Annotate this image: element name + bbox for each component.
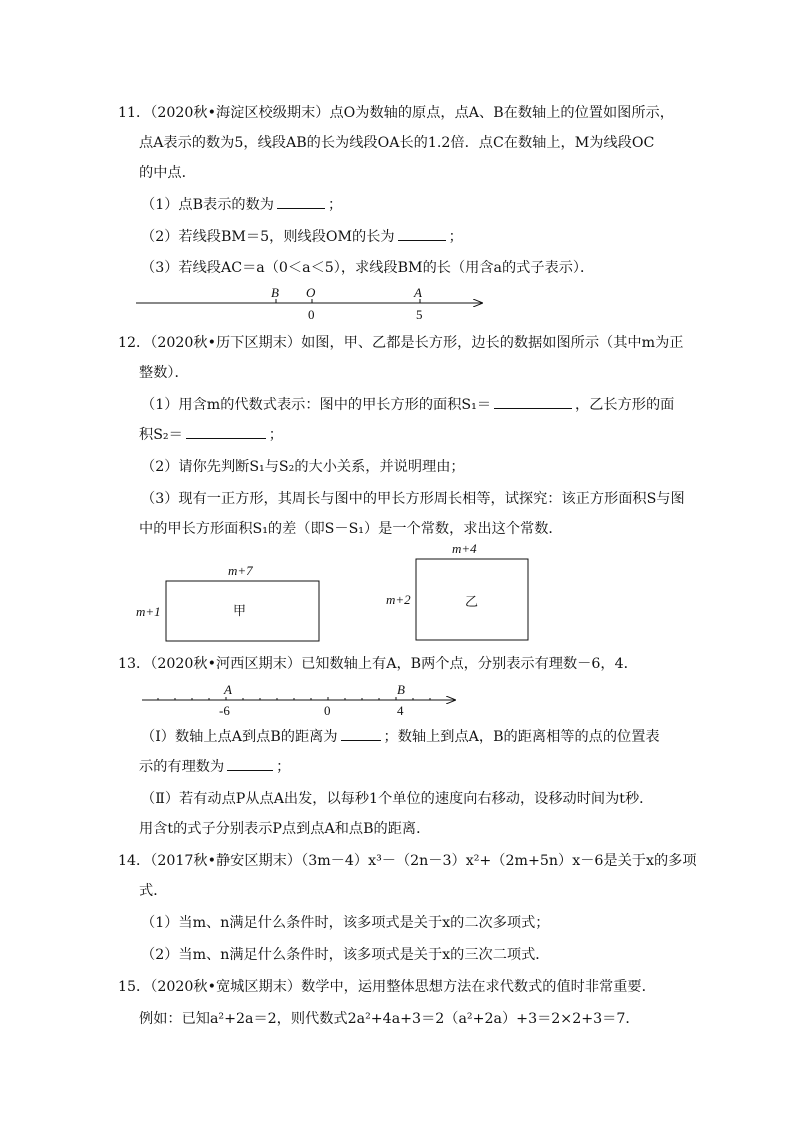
q13-part1: [141, 727, 660, 747]
q12-part2: （2）请你先判断S₁与S₂的大小关系，并说明理由；: [141, 459, 465, 475]
answer-blank[interactable]: [186, 425, 266, 439]
q15-header: 15．（2020秋•宽城区期末）数学中，运用整体思想方法在求代数式的值时非常重要．: [118, 979, 656, 995]
q12-part1-line2: [139, 425, 283, 445]
q11-line2: 点A表示的数为5，线段AB的长为线段OA长的1.2倍．点C在数轴上，M为线段OC: [139, 135, 655, 151]
q12-part1-cont: ，乙长方形的面: [575, 397, 675, 413]
label-o: O: [306, 285, 316, 300]
q13-header: 13．（2020秋•河西区期末）已知数轴上有A，B两个点，分别表示有理数－6，4．: [118, 656, 638, 672]
label-a: A: [224, 682, 232, 697]
q12-part3: （3）现有一正方形，其周长与图中的甲长方形周长相等，试探究：该正方形面积S与图: [141, 491, 685, 507]
q11-header: 11．（2020秋•海淀区校级期末）点O为数轴的原点，点A、B在数轴上的位置如图所示，: [118, 105, 674, 121]
answer-blank[interactable]: [494, 395, 572, 409]
q14-part2: （2）当m、n满足什么条件时，该多项式是关于x的三次二项式．: [141, 947, 550, 963]
q11-number-line: [136, 285, 482, 322]
q12-rect-jia-figure: [136, 563, 319, 641]
answer-blank[interactable]: [341, 727, 381, 741]
rect-yi-label: 乙: [465, 594, 479, 609]
tick-label-neg6: -6: [219, 703, 230, 718]
rect-jia-width: m+7: [228, 563, 253, 578]
q14-part1: （1）当m、n满足什么条件时，该多项式是关于x的二次多项式；: [141, 915, 550, 931]
q11-part3: （3）若线段AC＝a（0＜a＜5），求线段BM的长（用含a的式子表示）．: [141, 260, 595, 276]
label-b: B: [271, 285, 279, 300]
q15-line2: 例如：已知a²+2a＝2，则代数式2a²+4a+3＝2（a²+2a）+3＝2×2+3＝7．: [139, 1011, 640, 1027]
q12-rect-yi-figure: [386, 541, 528, 640]
label-a: A: [414, 285, 422, 300]
q13-part2-line2: 用含t的式子分别表示P点到点A和点B的距离．: [139, 821, 431, 837]
tick-label-5: 5: [416, 307, 423, 322]
q11-part1-text: （1）点B表示的数为: [141, 197, 274, 213]
answer-blank[interactable]: [227, 757, 273, 771]
q12-part3-line2: 中的甲长方形面积S₁的差（即S－S₁）是一个常数，求出这个常数．: [139, 521, 563, 537]
q13-part1-cont: ；数轴上到点A，B的距离相等的点的位置表: [383, 729, 660, 745]
tick-label-0: 0: [308, 307, 315, 322]
rect-yi-width: m+4: [452, 541, 477, 556]
label-b: B: [397, 682, 405, 697]
q14-line2: 式．: [139, 883, 168, 899]
q13-part1-text2: 示的有理数为: [139, 759, 225, 775]
q12-line2: 整数）．: [139, 365, 189, 381]
q12-part1: [141, 395, 674, 415]
q13-number-line: [142, 682, 455, 718]
q12-part1-s2: 积S₂＝: [139, 427, 183, 443]
q12-part1-end: ；: [268, 427, 283, 443]
q13-part1-end: ；: [276, 759, 291, 775]
q11-part1-end: ；: [327, 197, 343, 213]
q14-header: 14．（2017秋•静安区期末）（3m－4）x³－（2n－3）x²+（2m+5n）x－6是关于x的多项: [118, 853, 697, 869]
q11-line3: 的中点．: [139, 165, 196, 181]
tick-label-0: 0: [324, 703, 331, 718]
rect-jia-label: 甲: [233, 603, 247, 618]
rect-yi-height: m+2: [386, 592, 411, 607]
q12-header: 12．（2020秋•历下区期末）如图，甲、乙都是长方形，边长的数据如图所示（其中m为正: [118, 335, 684, 351]
q13-part1-text: （Ⅰ）数轴上点A到点B的距离为: [141, 729, 338, 745]
q13-part1-line2: [139, 757, 290, 777]
q12-part1-text: （1）用含m的代数式表示：图中的甲长方形的面积S₁＝: [141, 397, 492, 413]
q11-part2-end: ；: [448, 229, 463, 245]
rect-jia-height: m+1: [136, 604, 161, 619]
q13-part2: （Ⅱ）若有动点P从点A出发，以每秒1个单位的速度向右移动，设移动时间为t秒．: [141, 791, 654, 807]
q11-part2-text: （2）若线段BM＝5，则线段OM的长为: [141, 229, 395, 245]
tick-label-4: 4: [397, 703, 404, 718]
